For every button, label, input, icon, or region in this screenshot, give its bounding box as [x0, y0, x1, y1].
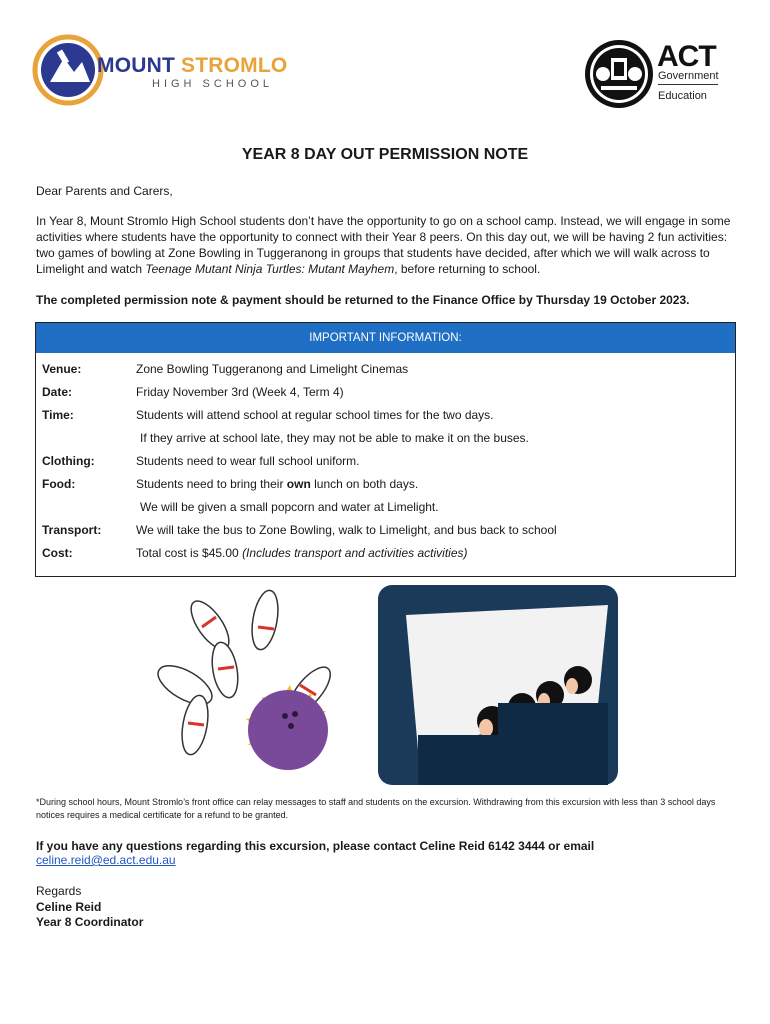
clothing-label: Clothing:: [42, 454, 95, 468]
info-heading: IMPORTANT INFORMATION:: [36, 323, 735, 353]
act-education-label: Education: [658, 90, 707, 102]
greeting: Dear Parents and Carers,: [36, 184, 173, 198]
clothing-value: Students need to wear full school uniform.: [136, 454, 360, 468]
food-value-2: We will be given a small popcorn and water at Limelight.: [140, 500, 439, 514]
venue-label: Venue:: [42, 362, 82, 376]
school-subtitle: HIGH SCHOOL: [152, 78, 274, 90]
act-title: ACT: [657, 40, 716, 73]
time-label: Time:: [42, 408, 74, 422]
food-label: Food:: [42, 477, 76, 491]
regards: Regards: [36, 884, 82, 898]
email-link[interactable]: celine.reid@ed.act.edu.au: [36, 853, 176, 867]
deadline-notice: The completed permission note & payment should be returned to the Finance Office by Thursday 19 October 2023.: [36, 293, 690, 307]
transport-label: Transport:: [42, 523, 102, 537]
signature-role: Year 8 Coordinator: [36, 915, 144, 929]
food-value-1: Students need to bring their own lunch on both days.: [136, 477, 419, 491]
date-label: Date:: [42, 385, 73, 399]
footnote: *During school hours, Mount Stromlo’s front office can relay messages to staff and students on the excursion. Withdrawing from this excursion with less than 3 school days notices requires a medical certificate for a refund to be granted.: [36, 797, 716, 820]
bowling-illustration: [150, 585, 365, 785]
time-value-2: If they arrive at school late, they may not be able to make it on the buses.: [140, 431, 529, 445]
cost-value: Total cost is $45.00 (Includes transport and activities activities): [136, 546, 468, 560]
intro-paragraph: In Year 8, Mount Stromlo High School students don’t have the opportunity to go on a school camp. Instead, we will engage in some activities where students have the opportunity to connect with their Year 8 peers. On this day out, we will be having 2 fun activities: two games of bowling at Zone Bowling in Tuggeranong in groups that students have decided, after which we will walk across to Limelight and watch Teenage Mutant Ninja Turtles: Mutant Mayhem, before returning to school.: [36, 214, 731, 276]
venue-value: Zone Bowling Tuggeranong and Limelight Cinemas: [136, 362, 409, 376]
cinema-illustration: [378, 585, 618, 785]
date-value: Friday November 3rd (Week 4, Term 4): [136, 385, 344, 399]
school-name: MOUNT STROMLO: [97, 54, 288, 77]
act-government-label: Government: [658, 70, 719, 82]
signature-name: Celine Reid: [36, 900, 102, 914]
transport-value: We will take the bus to Zone Bowling, walk to Limelight, and bus back to school: [136, 523, 557, 537]
page-title: YEAR 8 DAY OUT PERMISSION NOTE: [241, 146, 529, 163]
time-value-1: Students will attend school at regular school times for the two days.: [136, 408, 494, 422]
divider: [658, 84, 718, 85]
contact-text: If you have any questions regarding this excursion, please contact Celine Reid 6142 3444 or email: [36, 839, 595, 853]
cost-label: Cost:: [42, 546, 73, 560]
important-info-box: [35, 322, 736, 577]
